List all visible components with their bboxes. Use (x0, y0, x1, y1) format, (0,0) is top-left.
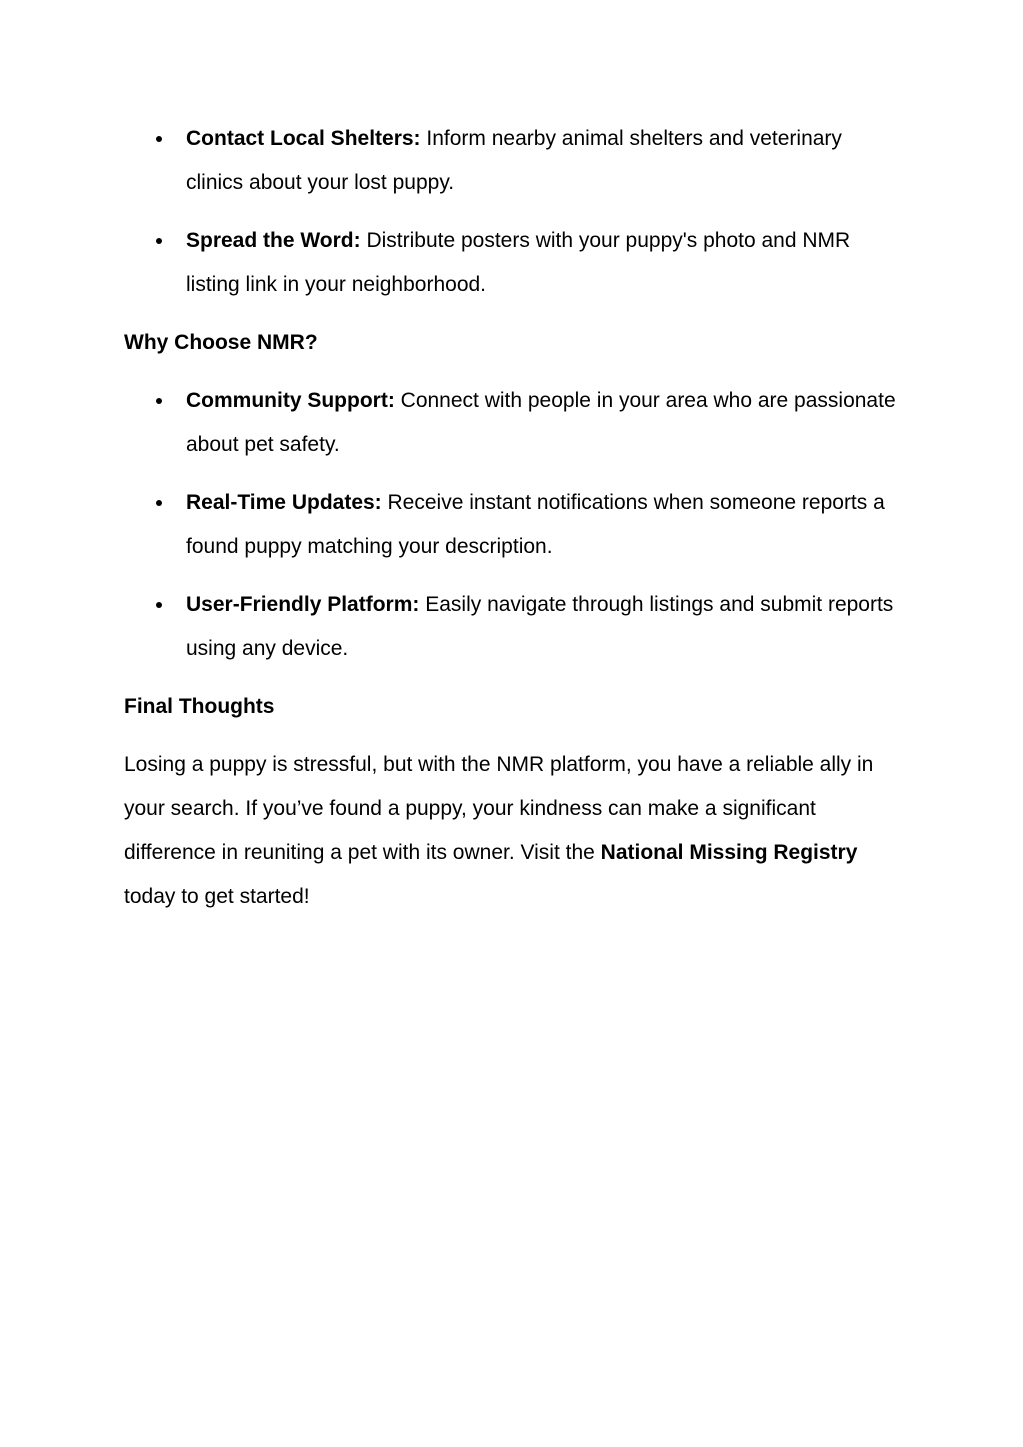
list-item-text: Inform nearby animal shelters and veterinary clinics about your lost puppy. (186, 127, 842, 194)
bullet-icon (156, 238, 162, 244)
list-item-text: Distribute posters with your puppy's photo and NMR listing link in your neighborhood. (186, 229, 851, 296)
list-item-term: Contact Local Shelters: (186, 127, 421, 150)
bullet-icon (156, 398, 162, 404)
final-thoughts-paragraph (124, 743, 904, 919)
why-choose-heading: Why Choose NMR? (124, 331, 318, 354)
list-item-text: Receive instant notifications when someone reports a found puppy matching your description. (186, 491, 885, 558)
why-list (124, 379, 904, 671)
list-item-term: Real-Time Updates: (186, 491, 382, 514)
list-item (124, 583, 904, 671)
bullet-icon (156, 602, 162, 608)
list-item (124, 219, 904, 307)
bullet-icon (156, 136, 162, 142)
registry-name: National Missing Registry (600, 841, 858, 864)
list-item-text: Connect with people in your area who are passionate about pet safety. (186, 389, 896, 456)
document-content (124, 117, 904, 919)
bullet-icon (156, 500, 162, 506)
list-item-term: Community Support: (186, 389, 395, 412)
paragraph-text-end: today to get started! (124, 885, 310, 908)
list-item (124, 117, 904, 205)
tips-list (124, 117, 904, 307)
list-item-term: Spread the Word: (186, 229, 361, 252)
paragraph-text: Losing a puppy is stressful, but with the NMR platform, you have a reliable ally in your search. If you’ve found a puppy, your kindness can make a significant difference in reuniting a pet with its owner. Visit the (124, 753, 874, 864)
final-thoughts-heading: Final Thoughts (124, 695, 275, 718)
list-item-term: User-Friendly Platform: (186, 593, 420, 616)
list-item-text: Easily navigate through listings and submit reports using any device. (186, 593, 894, 660)
list-item (124, 379, 904, 467)
list-item (124, 481, 904, 569)
